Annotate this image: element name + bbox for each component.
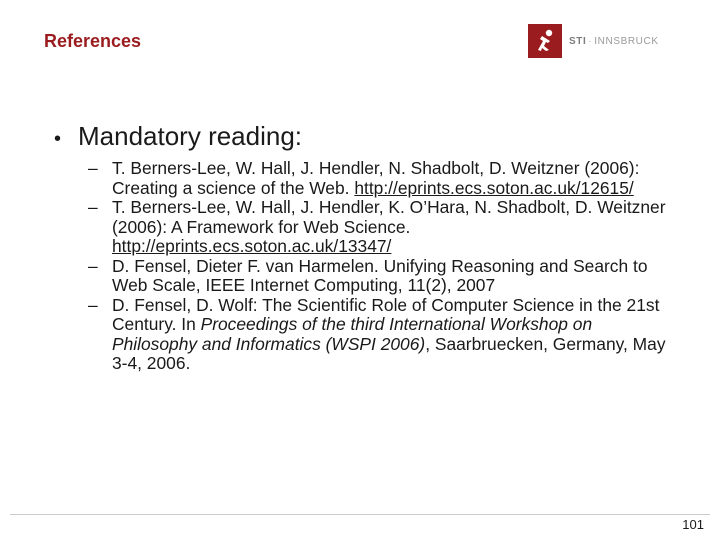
list-item <box>88 257 694 296</box>
dash-icon: – <box>88 255 98 276</box>
reference-venue: Proceedings of the third International Workshop on Philosophy and Informatics (WSPI 2006) <box>112 314 593 354</box>
main-bullet <box>54 120 694 155</box>
sti-innsbruck-logo <box>528 24 659 58</box>
main-heading: Mandatory reading: <box>78 121 303 151</box>
slide-content <box>54 120 694 374</box>
dash-icon: – <box>88 294 98 315</box>
list-item <box>88 159 694 198</box>
reference-text: T. Berners-Lee, W. Hall, J. Hendler, N. Shadbolt, D. Weitzner (2006): Creating a science of the Web. <box>112 158 640 198</box>
dash-icon: – <box>88 197 98 217</box>
logo-text <box>569 36 659 47</box>
logo-location: INNSBRUCK <box>594 35 659 47</box>
reference-text-end: , Saarbruecken, Germany, May 3-4, 2006. <box>112 333 666 373</box>
page-number: 101 <box>682 517 704 532</box>
reference-link[interactable]: http://eprints.ecs.soton.ac.uk/12615/ <box>354 177 634 198</box>
reference-list <box>54 159 694 374</box>
reference-text: D. Fensel, D. Wolf: The Scientific Role of Computer Science in the 21st Century. In <box>112 294 660 334</box>
logo-separator: · <box>588 35 593 47</box>
bullet-dot-icon: • <box>54 128 62 150</box>
slide-title: References <box>44 31 142 51</box>
reference-text: T. Berners-Lee, W. Hall, J. Hendler, K. O’Hara, N. Shadbolt, D. Weitzner (2006): A Framework for Web Science. <box>112 197 666 237</box>
list-item <box>88 296 694 374</box>
list-item <box>88 198 694 257</box>
footer-divider <box>10 514 710 515</box>
person-logo-icon <box>528 24 562 58</box>
dash-icon: – <box>88 158 98 178</box>
logo-brand: STI <box>569 35 587 47</box>
reference-text: D. Fensel, Dieter F. van Harmelen. Unifying Reasoning and Search to Web Scale, IEEE Internet Computing, 11(2), 2007 <box>112 255 648 295</box>
reference-link[interactable]: http://eprints.ecs.soton.ac.uk/13347/ <box>112 236 392 256</box>
